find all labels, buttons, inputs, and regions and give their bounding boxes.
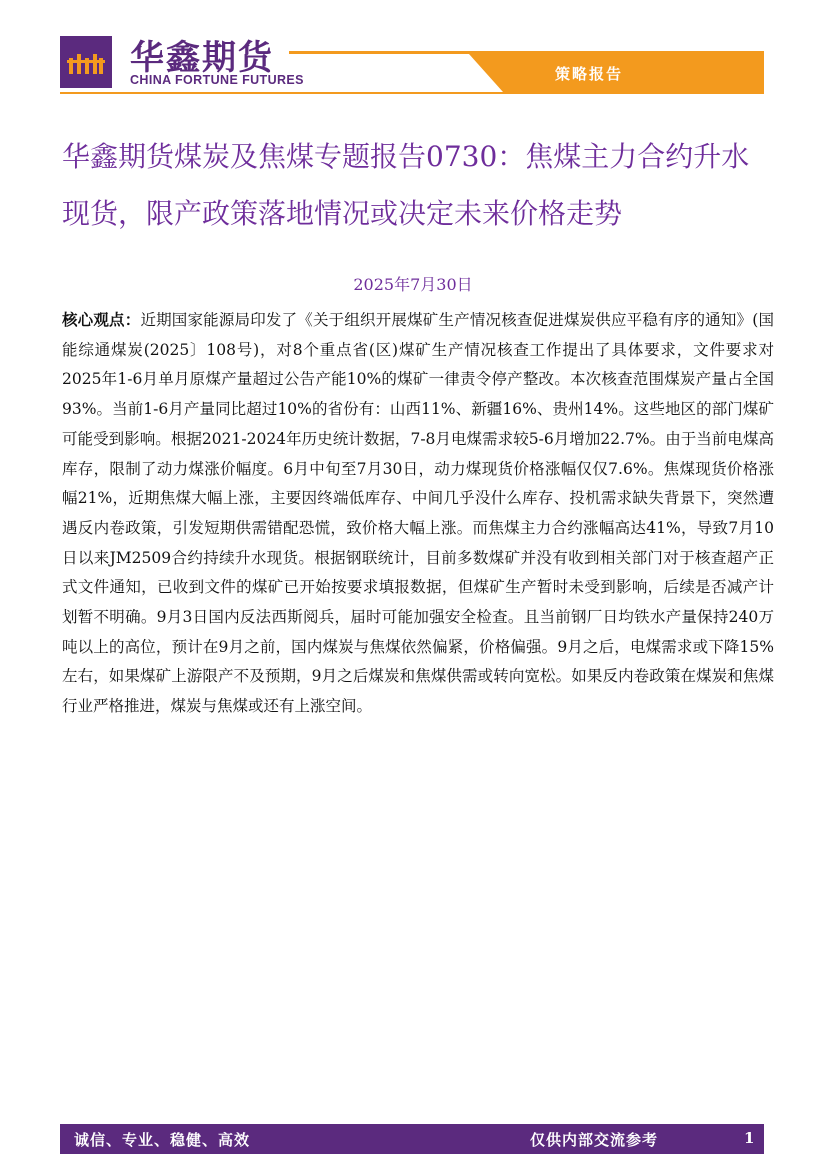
header-bottom-divider	[60, 92, 764, 94]
header-divider	[289, 51, 764, 54]
report-type-label: 策略报告	[555, 65, 624, 83]
footer-slogan: 诚信、专业、稳健、高效	[74, 1131, 251, 1149]
report-title: 华鑫期货煤炭及焦煤专题报告0730：焦煤主力合约升水现货，限产政策落地情况或决定未来价格走势	[62, 140, 750, 230]
brand-name-cn: 华鑫期货	[130, 38, 274, 78]
report-date: 2025年7月30日	[353, 275, 473, 294]
core-viewpoint	[62, 305, 774, 722]
brand-name-en: CHINA FORTUNE FUTURES	[130, 73, 304, 87]
core-viewpoint-text: 近期国家能源局印发了《关于组织开展煤矿生产情况核查促进煤炭供应平稳有序的通知》(国能综通煤炭(2025〕108号)，对8个重点省(区)煤矿生产情况核查工作提出了具体要求，文件要求对2025年1-6月单月原煤产量超过公告产能10%的煤矿一律责令停产整改。本次核查范围煤炭产量占全国93%。当前1-6月产量同比超过10%的省份有：山西11%、新疆16%、贵州14%。这些地区的部门煤矿可能受到影响。根据2021-2024年历史统计数据，7-8月电煤需求较5-6月增加22.7%。由于当前电煤高库存，限制了动力煤涨价幅度。6月中旬至7月30日，动力煤现货价格涨幅仅仅7.6%。焦煤现货价格涨幅21%，近期焦煤大幅上涨，主要因终端低库存、中间几乎没什么库存、投机需求缺失背景下，突然遭遇反内卷政策，引发短期供需错配恐慌，致价格大幅上涨。而焦煤主力合约涨幅高达41%，导致7月10日以来JM2509合约持续升水现货。根据钢联统计，目前多数煤矿并没有收到相关部门对于核查超产正式文件通知，已收到文件的煤矿已开始按要求填报数据，但煤矿生产暂时未受到影响，后续是否减产计划暂不明确。9月3日国内反法西斯阅兵，届时可能加强安全检查。且当前钢厂日均铁水产量保持240万吨以上的高位，预计在9月之前，国内煤炭与焦煤依然偏紧，价格偏强。9月之后，电煤需求或下降15%左右，如果煤矿上游限产不及预期，9月之后煤炭和焦煤供需或转向宽松。如果反内卷政策在煤炭和焦煤行业严格推进，煤炭与焦煤或还有上涨空间。	[62, 311, 774, 716]
core-viewpoint-label: 核心观点：	[62, 310, 141, 329]
footer-notice: 仅供内部交流参考	[530, 1131, 659, 1149]
page-number: 1	[744, 1129, 755, 1147]
company-logo-icon	[60, 36, 112, 88]
footer-bar	[60, 1124, 764, 1154]
